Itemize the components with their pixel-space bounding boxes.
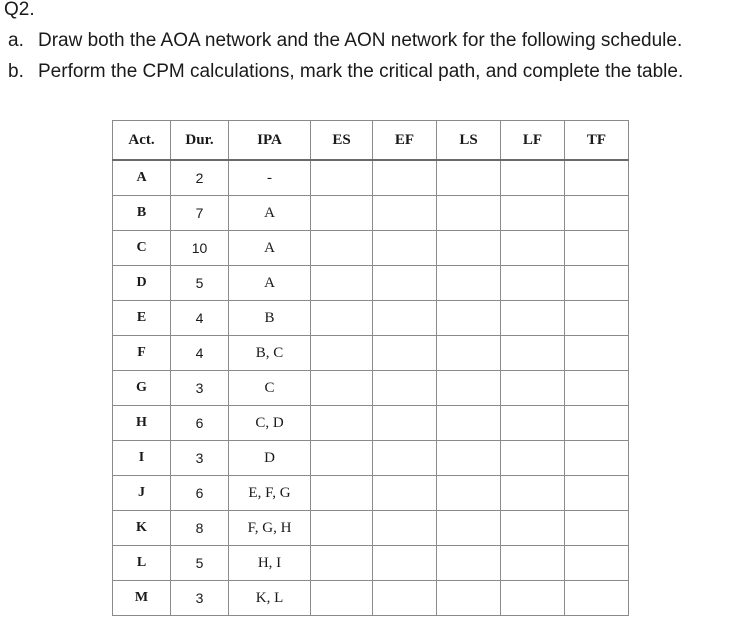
table-row <box>113 476 629 511</box>
task-a-marker: a. <box>8 30 24 51</box>
act-cell: B <box>113 196 171 231</box>
header-lf: LF <box>501 121 565 161</box>
tf-cell <box>565 511 629 546</box>
dur-cell: 2 <box>171 160 229 196</box>
ls-cell <box>437 336 501 371</box>
act-cell: C <box>113 231 171 266</box>
tf-cell <box>565 266 629 301</box>
task-b <box>8 60 683 84</box>
tf-cell <box>565 406 629 441</box>
task-a-text: Draw both the AOA network and the AON network for the following schedule. <box>38 30 683 51</box>
ef-cell <box>373 371 437 406</box>
dur-cell: 6 <box>171 406 229 441</box>
ls-cell <box>437 546 501 581</box>
ipa-cell: - <box>229 160 311 196</box>
es-cell <box>311 441 373 476</box>
header-dur: Dur. <box>171 121 229 161</box>
dur-cell: 3 <box>171 581 229 616</box>
act-cell: K <box>113 511 171 546</box>
header-ls: LS <box>437 121 501 161</box>
es-cell <box>311 266 373 301</box>
tf-cell <box>565 546 629 581</box>
ipa-cell: B <box>229 301 311 336</box>
tf-cell <box>565 196 629 231</box>
table-header-row <box>113 121 629 161</box>
lf-cell <box>501 301 565 336</box>
dur-cell: 10 <box>171 231 229 266</box>
ls-cell <box>437 406 501 441</box>
table-row <box>113 406 629 441</box>
table-row <box>113 196 629 231</box>
lf-cell <box>501 160 565 196</box>
lf-cell <box>501 336 565 371</box>
lf-cell <box>501 441 565 476</box>
lf-cell <box>501 196 565 231</box>
ls-cell <box>437 581 501 616</box>
ls-cell <box>437 371 501 406</box>
ef-cell <box>373 406 437 441</box>
ls-cell <box>437 441 501 476</box>
ls-cell <box>437 476 501 511</box>
lf-cell <box>501 476 565 511</box>
ipa-cell: A <box>229 196 311 231</box>
tf-cell <box>565 231 629 266</box>
header-tf: TF <box>565 121 629 161</box>
tf-cell <box>565 371 629 406</box>
ipa-cell: C <box>229 371 311 406</box>
ipa-cell: K, L <box>229 581 311 616</box>
table-row <box>113 511 629 546</box>
lf-cell <box>501 371 565 406</box>
lf-cell <box>501 231 565 266</box>
act-cell: H <box>113 406 171 441</box>
table-row <box>113 301 629 336</box>
dur-cell: 3 <box>171 441 229 476</box>
ef-cell <box>373 581 437 616</box>
tf-cell <box>565 441 629 476</box>
ipa-cell: H, I <box>229 546 311 581</box>
ls-cell <box>437 196 501 231</box>
ef-cell <box>373 511 437 546</box>
header-es: ES <box>311 121 373 161</box>
act-cell: I <box>113 441 171 476</box>
es-cell <box>311 301 373 336</box>
ipa-cell: B, C <box>229 336 311 371</box>
table-row <box>113 581 629 616</box>
act-cell: L <box>113 546 171 581</box>
task-b-marker: b. <box>8 61 24 82</box>
act-cell: M <box>113 581 171 616</box>
table-row <box>113 266 629 301</box>
ef-cell <box>373 441 437 476</box>
header-ipa: IPA <box>229 121 311 161</box>
es-cell <box>311 546 373 581</box>
es-cell <box>311 476 373 511</box>
ls-cell <box>437 160 501 196</box>
question-label: Q2. <box>4 0 35 20</box>
tf-cell <box>565 476 629 511</box>
dur-cell: 4 <box>171 301 229 336</box>
es-cell <box>311 196 373 231</box>
schedule-table <box>112 120 629 616</box>
ef-cell <box>373 231 437 266</box>
ipa-cell: D <box>229 441 311 476</box>
header-act: Act. <box>113 121 171 161</box>
ef-cell <box>373 160 437 196</box>
act-cell: E <box>113 301 171 336</box>
ls-cell <box>437 301 501 336</box>
lf-cell <box>501 581 565 616</box>
lf-cell <box>501 511 565 546</box>
tf-cell <box>565 581 629 616</box>
ipa-cell: A <box>229 266 311 301</box>
lf-cell <box>501 546 565 581</box>
es-cell <box>311 160 373 196</box>
lf-cell <box>501 266 565 301</box>
ls-cell <box>437 266 501 301</box>
dur-cell: 7 <box>171 196 229 231</box>
task-a <box>8 29 682 53</box>
table-row <box>113 441 629 476</box>
ipa-cell: C, D <box>229 406 311 441</box>
es-cell <box>311 231 373 266</box>
es-cell <box>311 581 373 616</box>
dur-cell: 6 <box>171 476 229 511</box>
ipa-cell: A <box>229 231 311 266</box>
tf-cell <box>565 301 629 336</box>
act-cell: D <box>113 266 171 301</box>
header-ef: EF <box>373 121 437 161</box>
ipa-cell: F, G, H <box>229 511 311 546</box>
act-cell: F <box>113 336 171 371</box>
table-row <box>113 231 629 266</box>
ef-cell <box>373 266 437 301</box>
ef-cell <box>373 336 437 371</box>
dur-cell: 8 <box>171 511 229 546</box>
act-cell: G <box>113 371 171 406</box>
dur-cell: 5 <box>171 546 229 581</box>
ef-cell <box>373 301 437 336</box>
es-cell <box>311 336 373 371</box>
table-row <box>113 371 629 406</box>
table-row <box>113 546 629 581</box>
lf-cell <box>501 406 565 441</box>
dur-cell: 4 <box>171 336 229 371</box>
es-cell <box>311 511 373 546</box>
tf-cell <box>565 160 629 196</box>
act-cell: A <box>113 160 171 196</box>
es-cell <box>311 406 373 441</box>
task-b-text: Perform the CPM calculations, mark the critical path, and complete the table. <box>38 61 684 82</box>
ef-cell <box>373 476 437 511</box>
ipa-cell: E, F, G <box>229 476 311 511</box>
tf-cell <box>565 336 629 371</box>
ef-cell <box>373 196 437 231</box>
act-cell: J <box>113 476 171 511</box>
ls-cell <box>437 511 501 546</box>
dur-cell: 5 <box>171 266 229 301</box>
ef-cell <box>373 546 437 581</box>
table-row <box>113 160 629 196</box>
es-cell <box>311 371 373 406</box>
table-row <box>113 336 629 371</box>
ls-cell <box>437 231 501 266</box>
dur-cell: 3 <box>171 371 229 406</box>
